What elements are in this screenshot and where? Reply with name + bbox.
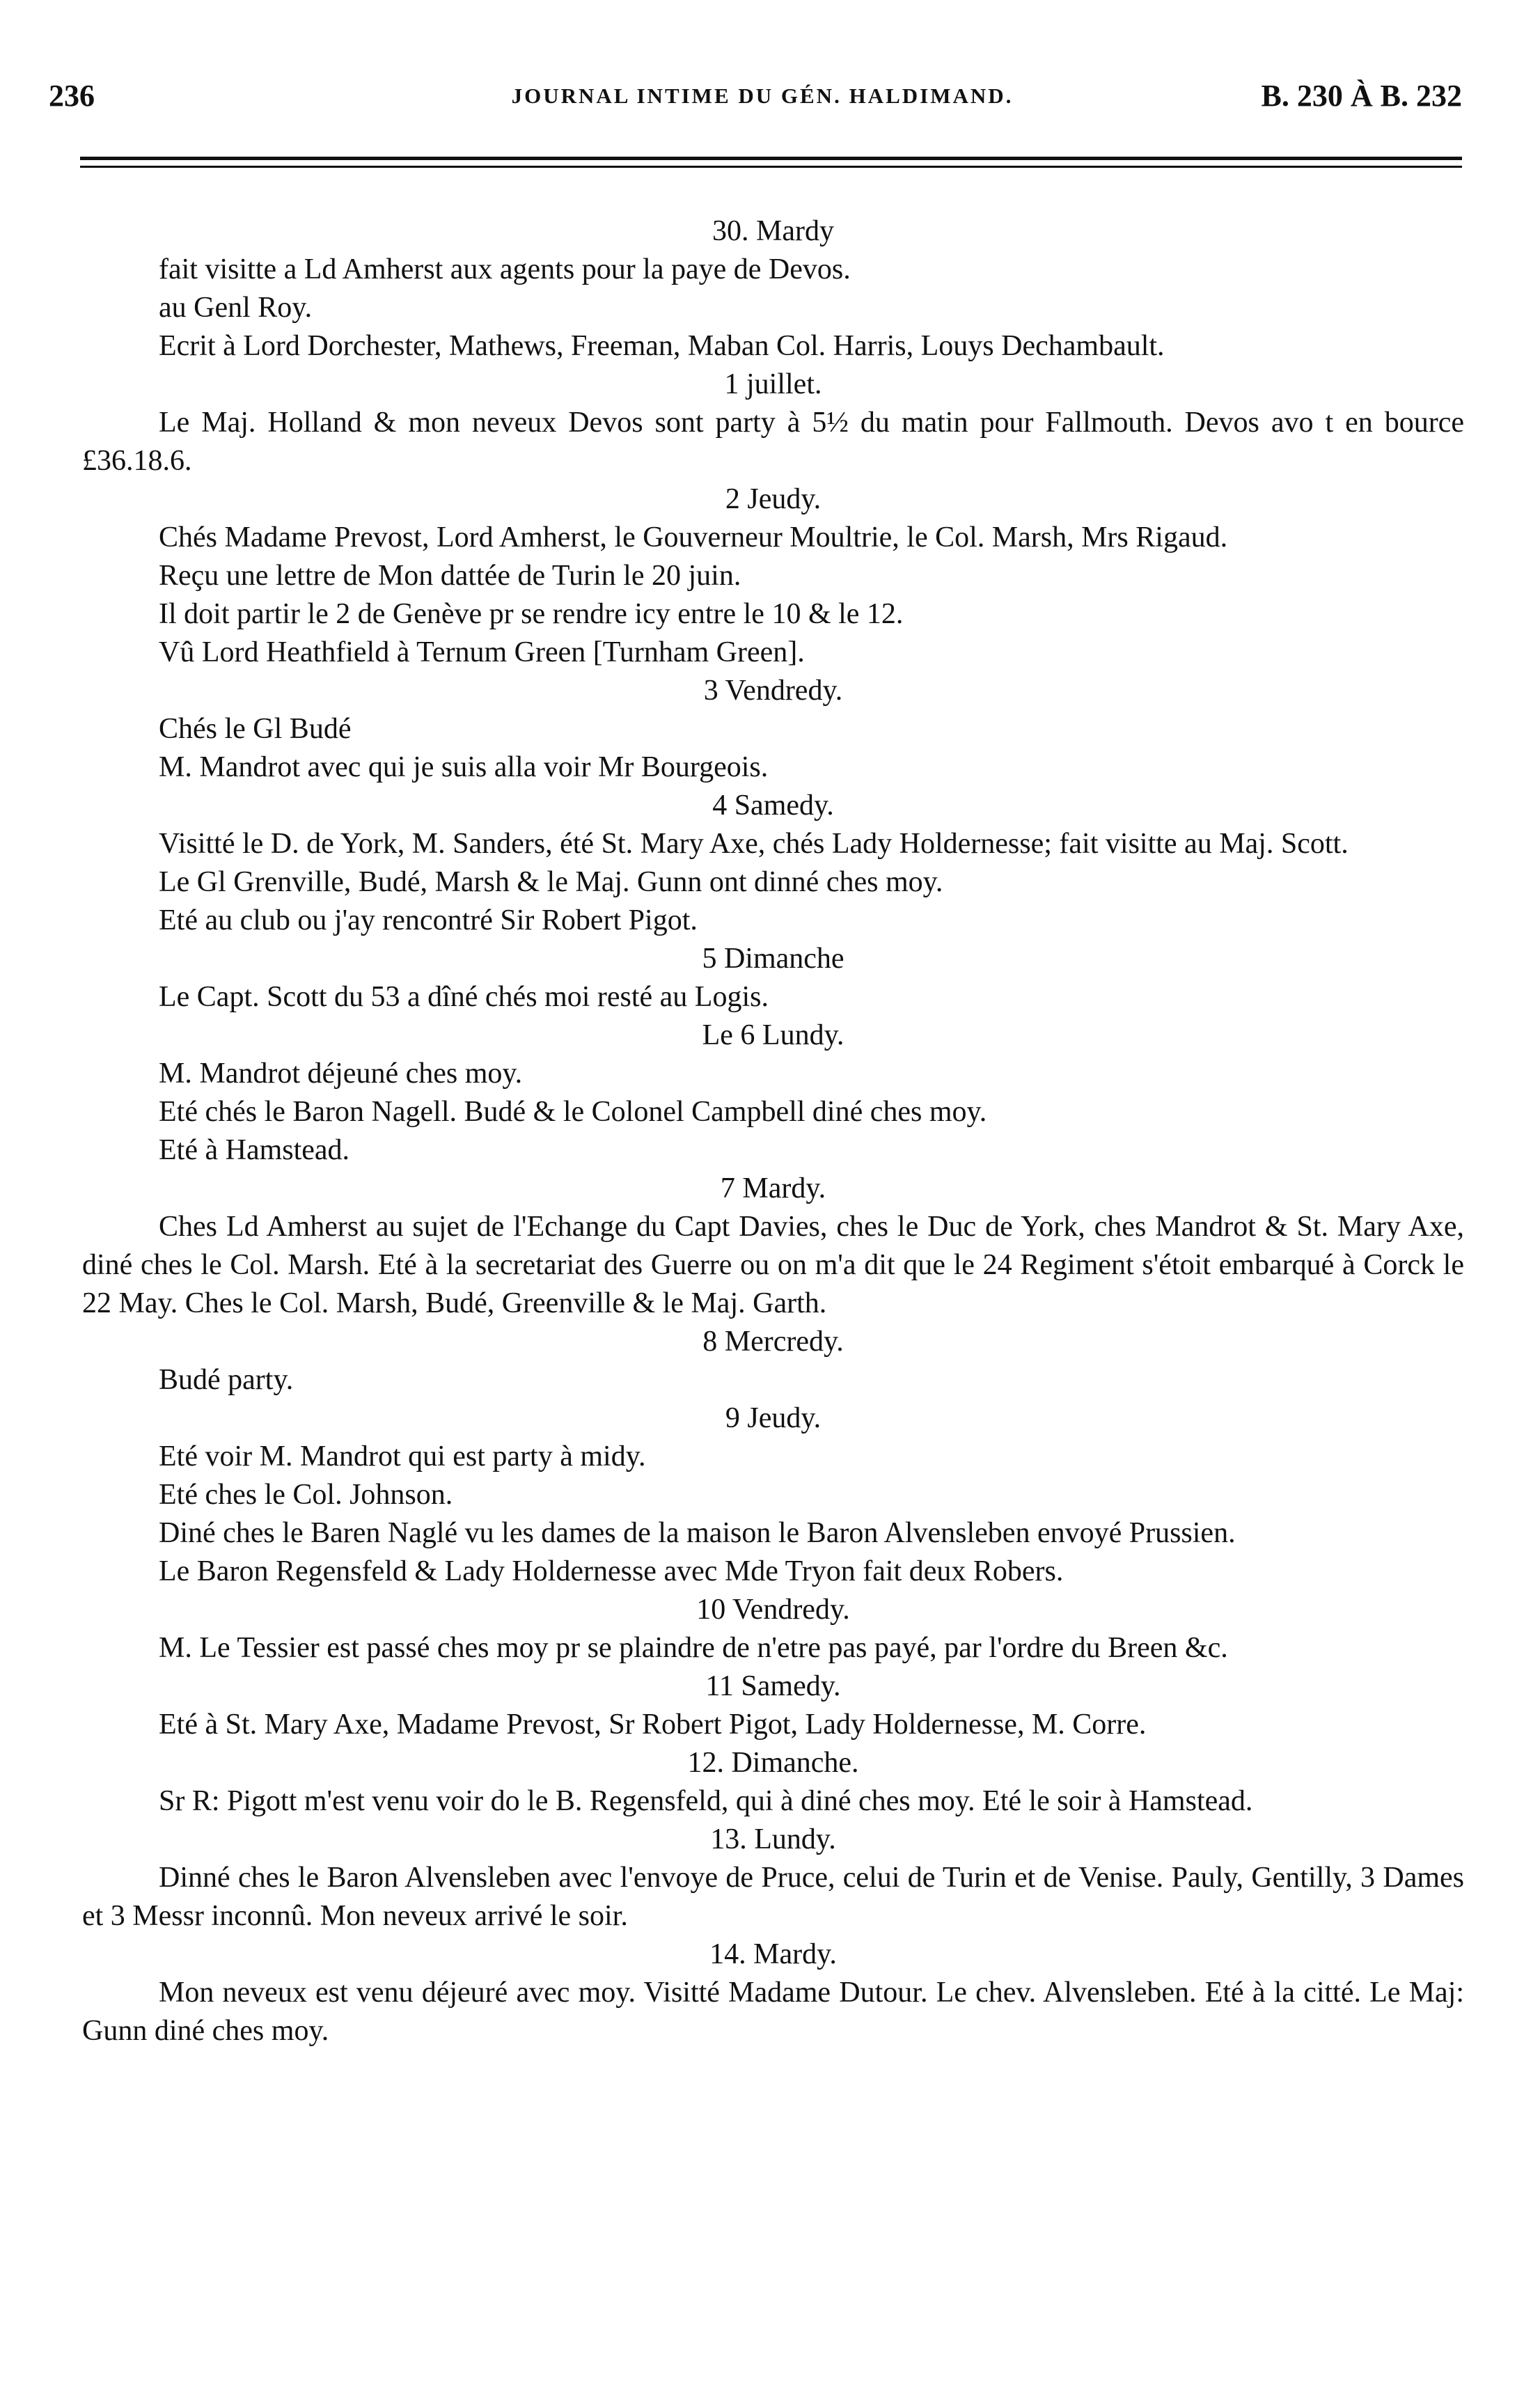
running-title: JOURNAL INTIME DU GÉN. HALDIMAND. [511, 84, 1014, 108]
journal-entry [82, 1323, 1464, 1399]
entry-date: 9 Jeudy. [725, 1402, 822, 1434]
entry-paragraph: Eté à St. Mary Axe, Madame Prevost, Sr Robert Pigot, Lady Holdernesse, M. Corre. [159, 1709, 1147, 1741]
entry-date: 12. Dimanche. [687, 1747, 859, 1779]
journal-entry [82, 672, 1464, 787]
journal-body [82, 212, 1464, 2050]
entry-paragraph: Le Capt. Scott du 53 a dîné chés moi resté au Logis. [159, 981, 769, 1013]
entry-date: 13. Lundy. [710, 1823, 836, 1855]
page-number: 236 [49, 79, 95, 113]
entry-paragraph: Il doit partir le 2 de Genève pr se rendre icy entre le 10 & le 12. [159, 598, 904, 630]
page-header [49, 78, 1476, 127]
entry-paragraph: au Genl Roy. [159, 292, 313, 324]
entry-date: 3 Vendredy. [703, 675, 843, 707]
entry-date: 30. Mardy [712, 215, 834, 247]
journal-entry [82, 787, 1464, 940]
entry-paragraph: M. Mandrot avec qui je suis alla voir Mr Bourgeois. [159, 751, 769, 783]
entry-date: 10 Vendredy. [696, 1594, 850, 1626]
journal-entry [82, 1744, 1464, 1821]
entry-paragraph: Eté ches le Col. Johnson. [159, 1479, 453, 1511]
entry-paragraph: Le Maj. Holland & mon neveux Devos sont party à 5½ du matin pour Fallmouth. Devos avo t en bource £36.18.6. [82, 407, 1464, 477]
entry-paragraph: Ecrit à Lord Dorchester, Mathews, Freeman, Maban Col. Harris, Louys Dechambault. [159, 330, 1165, 362]
entry-date: 1 juillet. [724, 368, 822, 400]
entry-date: 4 Samedy. [712, 790, 834, 822]
entry-date: 11 Samedy. [705, 1670, 841, 1702]
journal-entry [82, 1821, 1464, 1935]
folio-range: B. 230 À B. 232 [1261, 79, 1462, 113]
entry-paragraph: Chés Madame Prevost, Lord Amherst, le Gouverneur Moultrie, le Col. Marsh, Mrs Rigaud. [159, 521, 1228, 553]
entry-paragraph: Mon neveux est venu déjeuré avec moy. Visitté Madame Dutour. Le chev. Alvensleben. Eté à la citté. Le Maj: Gunn diné ches moy. [82, 1977, 1464, 2047]
journal-entry [82, 480, 1464, 672]
entry-paragraph: Diné ches le Baren Naglé vu les dames de la maison le Baron Alvensleben envoyé Prussien. [159, 1517, 1236, 1549]
entry-date: Le 6 Lundy. [702, 1019, 844, 1051]
entry-paragraph: fait visitte a Ld Amherst aux agents pour la paye de Devos. [159, 253, 851, 285]
entry-date: 7 Mardy. [720, 1172, 826, 1204]
entry-date: 5 Dimanche [702, 943, 844, 975]
entry-paragraph: Eté au club ou j'ay rencontré Sir Robert Pigot. [159, 904, 698, 936]
entry-date: 2 Jeudy. [725, 483, 822, 515]
journal-entry [82, 1935, 1464, 2050]
journal-entry [82, 1591, 1464, 1667]
journal-entry [82, 940, 1464, 1016]
entry-paragraph: Eté voir M. Mandrot qui est party à midy. [159, 1440, 646, 1473]
entry-paragraph: Eté chés le Baron Nagell. Budé & le Colonel Campbell diné ches moy. [159, 1096, 987, 1128]
entry-paragraph: Ches Ld Amherst au sujet de l'Echange du Capt Davies, ches le Duc de York, ches Mandrot & St. Mary Axe, diné ches le Col. Marsh. Eté à la secretariat des Guerre ou on m'a dit que le 24 Regiment s'étoit embarqué à Corck le 22 May. Ches le Col. Marsh, Budé, Greenville & le Maj. Garth. [82, 1211, 1464, 1319]
entry-paragraph: Visitté le D. de York, M. Sanders, été St. Mary Axe, chés Lady Holdernesse; fait visitte au Maj. Scott. [159, 828, 1349, 860]
journal-entry [82, 1016, 1464, 1170]
entry-paragraph: M. Le Tessier est passé ches moy pr se plaindre de n'etre pas payé, par l'ordre du Breen &c. [159, 1632, 1228, 1664]
entry-paragraph: Sr R: Pigott m'est venu voir do le B. Regensfeld, qui à diné ches moy. Eté le soir à Hamstead. [159, 1785, 1253, 1817]
entry-paragraph: M. Mandrot déjeuné ches moy. [159, 1058, 523, 1090]
header-rule [80, 157, 1462, 160]
entry-paragraph: Eté à Hamstead. [159, 1134, 350, 1166]
entry-paragraph: Chés le Gl Budé [159, 713, 352, 745]
journal-entry [82, 212, 1464, 366]
entry-paragraph: Dinné ches le Baron Alvensleben avec l'envoye de Pruce, celui de Turin et de Venise. Pauly, Gentilly, 3 Dames et 3 Messr inconnû. Mon neveux arrivé le soir. [82, 1862, 1464, 1932]
entry-date: 8 Mercredy. [702, 1326, 844, 1358]
entry-paragraph: Le Baron Regensfeld & Lady Holdernesse avec Mde Tryon fait deux Robers. [159, 1555, 1064, 1587]
entry-date: 14. Mardy. [709, 1938, 837, 1970]
journal-entry [82, 1667, 1464, 1744]
entry-paragraph: Vû Lord Heathfield à Ternum Green [Turnham Green]. [159, 636, 805, 668]
journal-entry [82, 1170, 1464, 1323]
journal-entry [82, 1399, 1464, 1591]
journal-entry [82, 366, 1464, 480]
entry-paragraph: Reçu une lettre de Mon dattée de Turin le 20 juin. [159, 560, 741, 592]
header-rule-thin [80, 166, 1462, 168]
entry-paragraph: Budé party. [159, 1364, 294, 1396]
entry-paragraph: Le Gl Grenville, Budé, Marsh & le Maj. Gunn ont dinné ches moy. [159, 866, 943, 898]
